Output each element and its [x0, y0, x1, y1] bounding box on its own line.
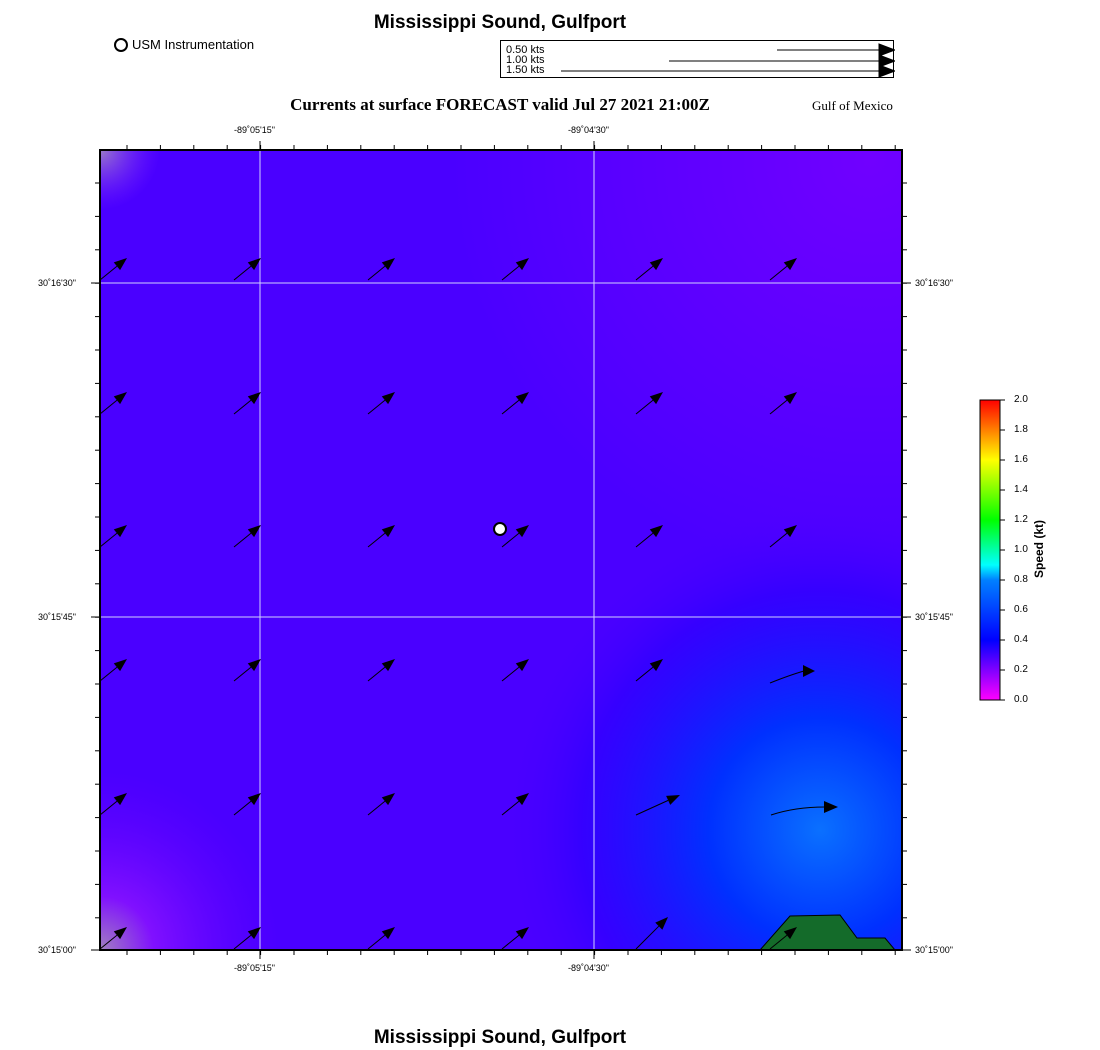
lon-tick-bottom-2: -89˚04'30" [568, 963, 609, 973]
scale-label-050: 0.50 kts [506, 44, 545, 56]
usm-station-marker [494, 523, 506, 535]
forecast-title: Currents at surface FORECAST valid Jul 27 2021 21:00Z [290, 95, 710, 114]
scale-label-100: 1.00 kts [506, 54, 545, 66]
colorbar-tick-label: 1.4 [1014, 484, 1028, 495]
colorbar-tick-label: 0.8 [1014, 574, 1028, 585]
footer-title: Mississippi Sound, Gulfport [373, 1027, 627, 1048]
colorbar-tick-label: 0.6 [1014, 604, 1028, 615]
colorbar-ramp [980, 400, 1000, 700]
colorbar-tick-label: 1.8 [1014, 424, 1028, 435]
lat-tick-right-2: 30˚15'45" [915, 612, 953, 622]
lat-tick-right-1: 30˚16'30" [915, 278, 953, 288]
instrument-legend-label: USM Instrumentation [132, 37, 255, 52]
scale-label-150: 1.50 kts [506, 64, 545, 76]
colorbar-tick-label: 0.2 [1014, 664, 1028, 675]
usm-station-icon [494, 523, 506, 535]
lat-tick-left-1: 30˚16'30" [38, 278, 76, 288]
lon-tick-bottom-1: -89˚05'15" [234, 963, 275, 973]
lat-tick-left-2: 30˚15'45" [38, 612, 76, 622]
colorbar-tick-label: 1.0 [1014, 544, 1028, 555]
region-label: Gulf of Mexico [812, 98, 893, 113]
map-title: Mississippi Sound, Gulfport [373, 12, 627, 33]
lat-tick-left-3: 30˚15'00" [38, 945, 76, 955]
lon-tick-top-1: -89˚05'15" [234, 125, 275, 135]
colorbar-tick-label: 1.2 [1014, 514, 1028, 525]
colorbar-title: Speed (kt) [1032, 519, 1046, 578]
colorbar-tick-label: 1.6 [1014, 454, 1028, 465]
lon-tick-top-2: -89˚04'30" [568, 125, 609, 135]
lat-tick-right-3: 30˚15'00" [915, 945, 953, 955]
colorbar [980, 400, 1005, 700]
colorbar-tick-label: 0.4 [1014, 634, 1028, 645]
colorbar-tick-label: 2.0 [1014, 394, 1028, 405]
colorbar-tick-label: 0.0 [1014, 694, 1028, 705]
